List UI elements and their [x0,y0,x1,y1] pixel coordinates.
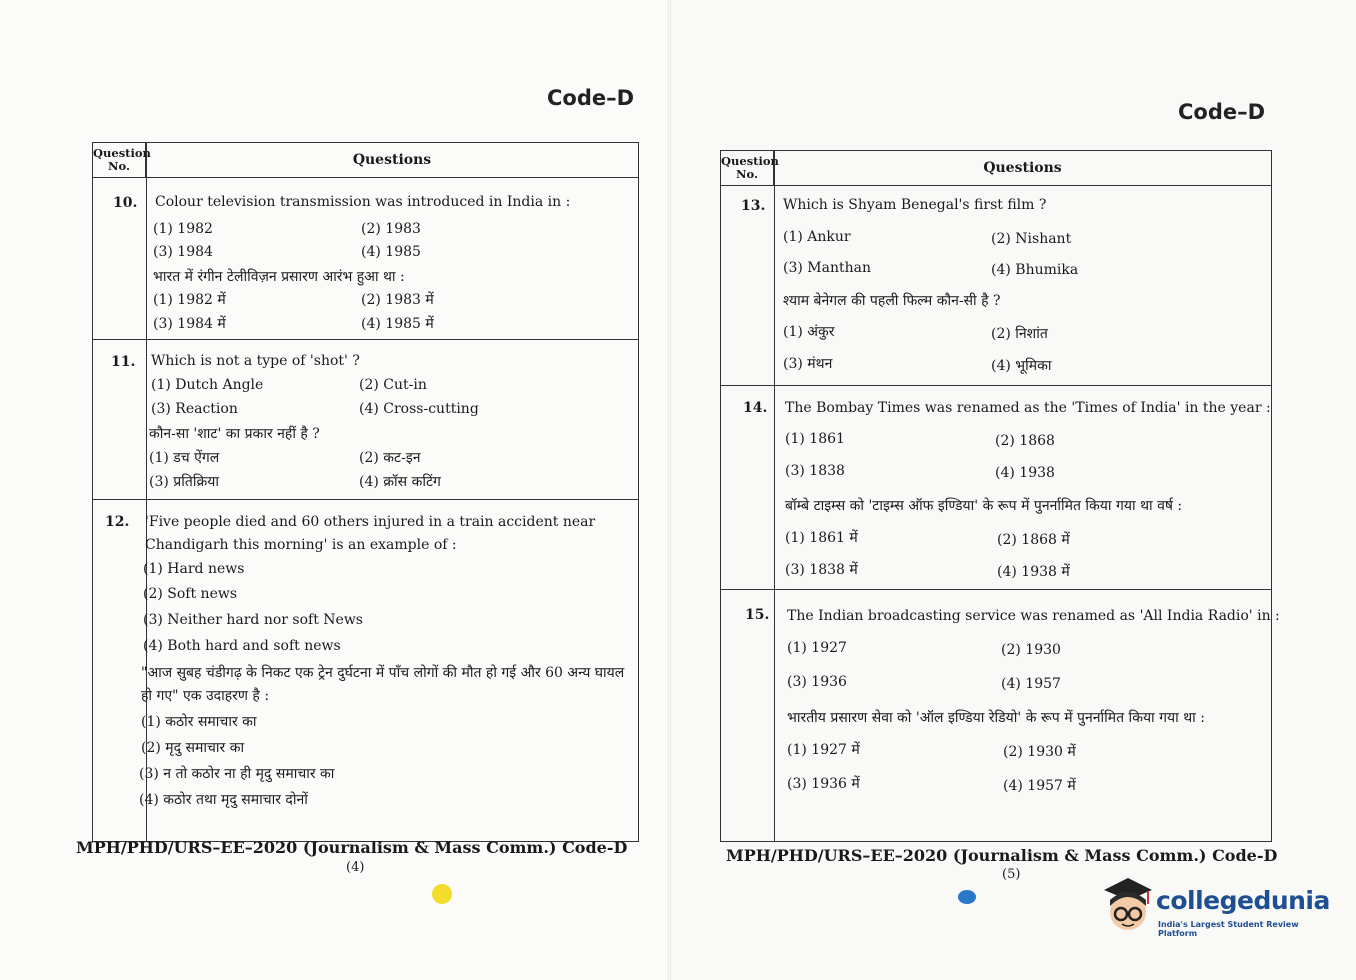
option: (3) प्रतिक्रिया [149,474,219,490]
question-number: 12. [105,514,130,530]
question-text-en: Which is not a type of 'shot' ? [151,353,360,369]
option: (3) मंथन [783,356,833,372]
question-text-hi: भारत में रंगीन टेलीविज़न प्रसारण आरंभ हुआ था : [153,269,405,285]
mascot-icon [1098,872,1156,942]
logo-wordmark: collegedunia [1156,886,1330,915]
code-label-right: Code–D [1178,100,1266,124]
option: (1) 1982 [153,221,213,237]
question-number: 10. [113,195,138,211]
option: (3) Reaction [151,401,238,417]
option: (3) 1838 में [785,562,858,578]
option: (1) 1982 में [153,292,226,308]
table-header [93,143,638,178]
option: (2) 1868 [995,433,1055,449]
question-table-left [92,142,639,842]
option: (1) Hard news [143,561,245,577]
option: (1) डच ऐंगल [149,450,220,466]
question-text-en: The Bombay Times was renamed as the 'Times of India' in the year : [785,400,1271,416]
question-no-header: Question No. [93,143,146,177]
option: (2) 1930 में [1003,744,1076,760]
table-header [721,151,1271,186]
option: (3) 1936 में [787,776,860,792]
option: (2) निशांत [991,326,1048,342]
option: (4) 1985 [361,244,421,260]
option: (4) कठोर तथा मृदु समाचार दोनों [139,792,308,808]
option: (2) 1930 [1001,642,1061,658]
question-number: 15. [745,607,770,623]
option: (4) 1938 में [997,564,1070,580]
code-label-left: Code–D [547,86,635,110]
option: (1) कठोर समाचार का [141,714,257,730]
question-text-hi: श्याम बेनेगल की पहली फिल्म कौन-सी है ? [783,293,1001,309]
column-divider [774,151,775,841]
option: (1) 1927 [787,640,847,656]
option: (1) 1927 में [787,742,860,758]
option: (2) Cut-in [359,377,427,393]
collegedunia-logo[interactable] [1098,872,1328,942]
row-divider [93,499,638,500]
question-text-hi: भारतीय प्रसारण सेवा को 'ऑल इण्डिया रेडियो' के रूप में पुनर्नामित किया गया था : [787,710,1205,726]
page-fold [668,0,671,980]
option: (4) 1985 में [361,316,434,332]
questions-header: Questions [352,152,432,168]
question-text-hi: बॉम्बे टाइम्स को 'टाइम्स ऑफ इण्डिया' के रूप में पुनर्नामित किया गया था वर्ष : [785,498,1183,514]
option: (2) 1983 [361,221,421,237]
option: (2) Soft news [143,586,238,602]
option: (3) 1984 [153,244,213,260]
question-text-hi: कौन-सा 'शाट' का प्रकार नहीं है ? [149,426,320,442]
highlight-mark [958,890,976,904]
footer-left: MPH/PHD/URS–EE–2020 (Journalism & Mass Comm.) Code-D [76,838,628,857]
option: (4) Cross-cutting [359,401,479,417]
question-no-header: Question No. [721,151,774,185]
option: (3) Neither hard nor soft News [143,612,363,628]
option: (4) 1938 [995,465,1055,481]
page-number-left: (4) [346,860,365,875]
option: (1) 1861 [785,431,845,447]
option: (1) Ankur [783,229,851,245]
footer-right: MPH/PHD/URS–EE–2020 (Journalism & Mass Comm.) Code-D [726,846,1278,865]
option: (4) भूमिका [991,358,1052,374]
option: (1) Dutch Angle [151,377,264,393]
option: (3) 1936 [787,674,847,690]
option: (3) 1838 [785,463,845,479]
option: (3) Manthan [783,260,871,276]
option: (4) 1957 में [1003,778,1076,794]
option: (2) मृदु समाचार का [141,740,245,756]
option: (2) Nishant [991,231,1072,247]
option: (2) 1868 में [997,532,1070,548]
question-text-en: Which is Shyam Benegal's first film ? [783,197,1047,213]
option: (4) Bhumika [991,262,1079,278]
option: (3) 1984 में [153,316,226,332]
question-text-en: The Indian broadcasting service was renamed as 'All India Radio' in : [787,608,1280,624]
logo-tagline: India's Largest Student Review Platform [1158,920,1299,938]
questions-header: Questions [983,160,1062,176]
column-divider [146,143,147,841]
question-table-right [720,150,1280,842]
option: (1) अंकुर [783,324,835,340]
question-text-en: Colour television transmission was introduced in India in : [155,194,571,210]
highlight-mark [432,884,452,904]
option: (4) क्रॉस कटिंग [359,474,441,490]
question-number: 14. [743,400,768,416]
option: (2) 1983 में [361,292,434,308]
option: (3) न तो कठोर ना ही मृदु समाचार का [139,766,335,782]
option: (1) 1861 में [785,530,858,546]
question-text-en: 'Five people died and 60 others injured in a train accident near Chandigarh this morning' is an example of : [145,514,596,553]
row-divider [721,589,1271,590]
option: (4) 1957 [1001,676,1061,692]
question-number: 13. [741,198,766,214]
question-text-hi: "आज सुबह चंडीगढ़ के निकट एक ट्रेन दुर्घटना में पाँच लोगों की मौत हो गई और 60 अन्य घायल हो गए" एक उदाहरण है : [141,665,625,704]
row-divider [93,339,638,340]
option: (2) कट-इन [359,450,421,466]
option: (4) Both hard and soft news [143,638,341,654]
question-number: 11. [111,354,136,370]
page-number-right: (5) [1002,867,1021,882]
row-divider [721,385,1271,386]
